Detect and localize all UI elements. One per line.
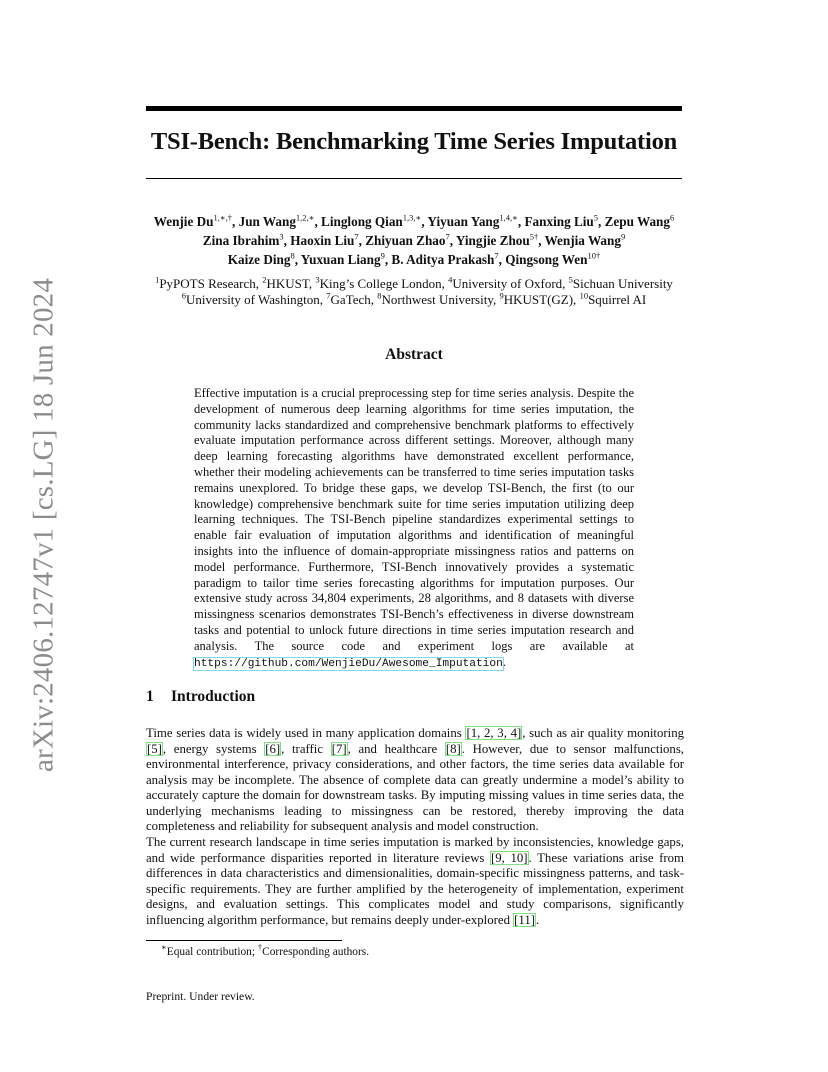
footnote xyxy=(161,942,370,958)
author-name: Kaize Ding xyxy=(227,252,291,267)
author-mark: 7 xyxy=(445,231,450,242)
affiliation-name: GaTech, xyxy=(330,292,378,307)
affiliation-name: University of Washington, xyxy=(186,292,327,307)
author-mark: 7 xyxy=(494,250,499,261)
body-text: Time series data is widely used in many application domains xyxy=(146,726,466,740)
paper-title: TSI-Bench: Benchmarking Time Series Imputation xyxy=(150,128,678,155)
footnote-text: Corresponding authors. xyxy=(262,946,370,958)
author-line-1 xyxy=(146,212,682,231)
affiliation-mark: 5 xyxy=(568,274,573,285)
affiliation-line-1 xyxy=(130,276,698,292)
footnote-text: Equal contribution; xyxy=(166,946,258,958)
author-name: , B. Aditya Prakash xyxy=(384,252,495,267)
affiliation-mark: 10 xyxy=(579,290,589,301)
intro-paragraph-2 xyxy=(146,835,684,928)
author-name: Wenjie Du xyxy=(153,214,214,229)
abstract-heading: Abstract xyxy=(385,346,443,363)
author-line-2 xyxy=(146,231,682,250)
author-name: , Yingjie Zhou xyxy=(449,233,530,248)
affiliation-mark: 1 xyxy=(155,274,160,285)
body-text: . xyxy=(536,912,540,927)
author-name: , Linglong Qian xyxy=(314,214,403,229)
author-name: , Haoxin Liu xyxy=(283,233,355,248)
author-mark: 1,2,∗ xyxy=(295,212,315,223)
author-name: Zina Ibrahim xyxy=(202,233,280,248)
footnote-mark: † xyxy=(257,942,263,953)
author-name: , Zepu Wang xyxy=(598,214,670,229)
abstract-body xyxy=(194,386,634,672)
footnote-mark: ∗ xyxy=(161,942,167,953)
affiliation-name: Northwest University, xyxy=(381,292,500,307)
author-mark: 9 xyxy=(380,250,385,261)
author-mark: 7 xyxy=(354,231,359,242)
citation-link[interactable]: [9, 10] xyxy=(491,850,528,865)
body-text: , and healthcare xyxy=(347,741,445,756)
author-line-3 xyxy=(146,250,682,269)
author-name: , Fanxing Liu xyxy=(517,214,594,229)
citation-link[interactable]: [5] xyxy=(147,741,162,756)
affiliation-name: Sichuan University xyxy=(572,276,673,291)
author-list xyxy=(146,212,682,269)
affiliation-name: PyPOTS Research, xyxy=(159,276,263,291)
affiliation-mark: 4 xyxy=(448,274,453,285)
affiliation-name: King’s College London, xyxy=(319,276,449,291)
affiliation-mark: 3 xyxy=(315,274,320,285)
abstract-period: . xyxy=(502,654,506,669)
title-bottom-rule xyxy=(146,178,682,179)
author-mark: 1,∗,† xyxy=(213,212,233,223)
author-mark: 1,4,∗ xyxy=(499,212,518,223)
affiliation-mark: 7 xyxy=(326,290,331,301)
author-mark: 9 xyxy=(620,231,626,242)
citation-link[interactable]: [8] xyxy=(445,741,461,756)
affiliation-name: HKUST(GZ), xyxy=(503,292,580,307)
section-heading-introduction xyxy=(146,688,255,706)
author-mark: 5† xyxy=(529,231,539,242)
body-text: , such as air quality monitoring xyxy=(522,726,684,740)
author-name: , Yuxuan Liang xyxy=(294,252,381,267)
arxiv-identifier: arXiv:2406.12747v1 [cs.LG] 18 Jun 2024 xyxy=(27,277,60,773)
author-mark: 8 xyxy=(290,250,295,261)
footnote-rule xyxy=(146,940,342,941)
affiliation-mark: 2 xyxy=(262,274,267,285)
citation-link[interactable]: [1, 2, 3, 4] xyxy=(466,726,522,740)
abstract-text: Effective imputation is a crucial preprocessing step for time series analysis. Despite the development of numerous deep learning algorithms for time series imputation, the community lacks standardized and comprehensive benchmark platforms to effectively evaluate imputation performance across different settings. Moreover, although many deep learning forecasting algorithms have demonstrated excellent performance, whether their modeling achievements can be transferred to time series imputation tasks remains unexplored. To bridge these gaps, we develop TSI-Bench, the first (to our knowledge) comprehensive benchmark suite for time series imputation utilizing deep learning techniques. The TSI-Bench pipeline standardizes experimental settings to enable fair evaluation of imputation algorithms and identification of meaningful insights into the influence of domain-appropriate missingness ratios and patterns on model performance. Furthermore, TSI-Bench innovatively provides a systematic paradigm to tailor time series forecasting algorithms for imputation purposes. Our extensive study across 34,804 experiments, 28 algorithms, and 8 datasets with diverse missingness scenarios demonstrates TSI-Bench’s effectiveness in diverse downstream tasks and potential to unlock future directions in time series imputation research and analysis. The source code and experiment logs are available at xyxy=(194,386,634,653)
citation-link[interactable]: [6] xyxy=(265,741,281,756)
affiliation-mark: 8 xyxy=(377,290,382,301)
affiliation-name: HKUST, xyxy=(266,276,316,291)
arxiv-sidebar xyxy=(0,0,80,1072)
intro-paragraph-1 xyxy=(146,726,684,835)
affiliations xyxy=(130,276,698,308)
author-mark: 3 xyxy=(279,231,284,242)
affiliation-mark: 9 xyxy=(499,290,504,301)
author-mark: 1,3,∗ xyxy=(402,212,422,223)
author-mark: 10† xyxy=(587,250,601,261)
affiliation-line-2 xyxy=(130,292,698,308)
section-title: Introduction xyxy=(171,688,256,705)
body-text: . These variations arise from differences in data characteristics and dimensionalities, domain-specific missingness patterns, and task-specific requirements. They are further amplified by the heterogeneity of implementation, experiment designs, and evaluation settings. This complicates model and study comparisons, significantly influencing algorithm performance, but remains deeply under-explored xyxy=(146,850,684,927)
body-text: The current research landscape in time series imputation is marked by inconsistencies, knowledge gaps, and wide performance disparities reported in literature reviews xyxy=(146,835,684,865)
section-number: 1 xyxy=(146,688,154,705)
citation-link[interactable]: [11] xyxy=(514,912,536,927)
author-name: , Qingsong Wen xyxy=(498,252,588,267)
body-text: , energy systems xyxy=(162,741,265,756)
title-top-rule xyxy=(146,106,682,111)
body-text: , traffic xyxy=(281,741,331,756)
affiliation-name: University of Oxford, xyxy=(452,276,569,291)
author-mark: 5 xyxy=(593,212,599,223)
body-text: . However, due to sensor malfunctions, environmental interference, privacy considerations, and other factors, the time series data available for analysis may be incomplete. The absence of complete data can greatly undermine a model’s ability to accurately capture the domain for downstream tasks. By imputing missing values in time series data, the underlying mechanisms leading to missingness can be restored, thereby improving the data completeness and reliability for subsequent analysis and model construction. xyxy=(146,741,684,833)
affiliation-mark: 6 xyxy=(181,290,187,301)
preprint-notice: Preprint. Under review. xyxy=(146,990,255,1003)
author-name: , Jun Wang xyxy=(232,214,296,229)
affiliation-name: Squirrel AI xyxy=(588,292,647,307)
github-link[interactable]: https://github.com/WenjieDu/Awesome_Imputation xyxy=(194,657,503,670)
citation-link[interactable]: [7] xyxy=(331,741,347,756)
author-mark: 6 xyxy=(669,212,675,223)
author-name: , Zhiyuan Zhao xyxy=(358,233,446,248)
author-name: , Wenjia Wang xyxy=(538,233,621,248)
author-name: , Yiyuan Yang xyxy=(421,214,500,229)
